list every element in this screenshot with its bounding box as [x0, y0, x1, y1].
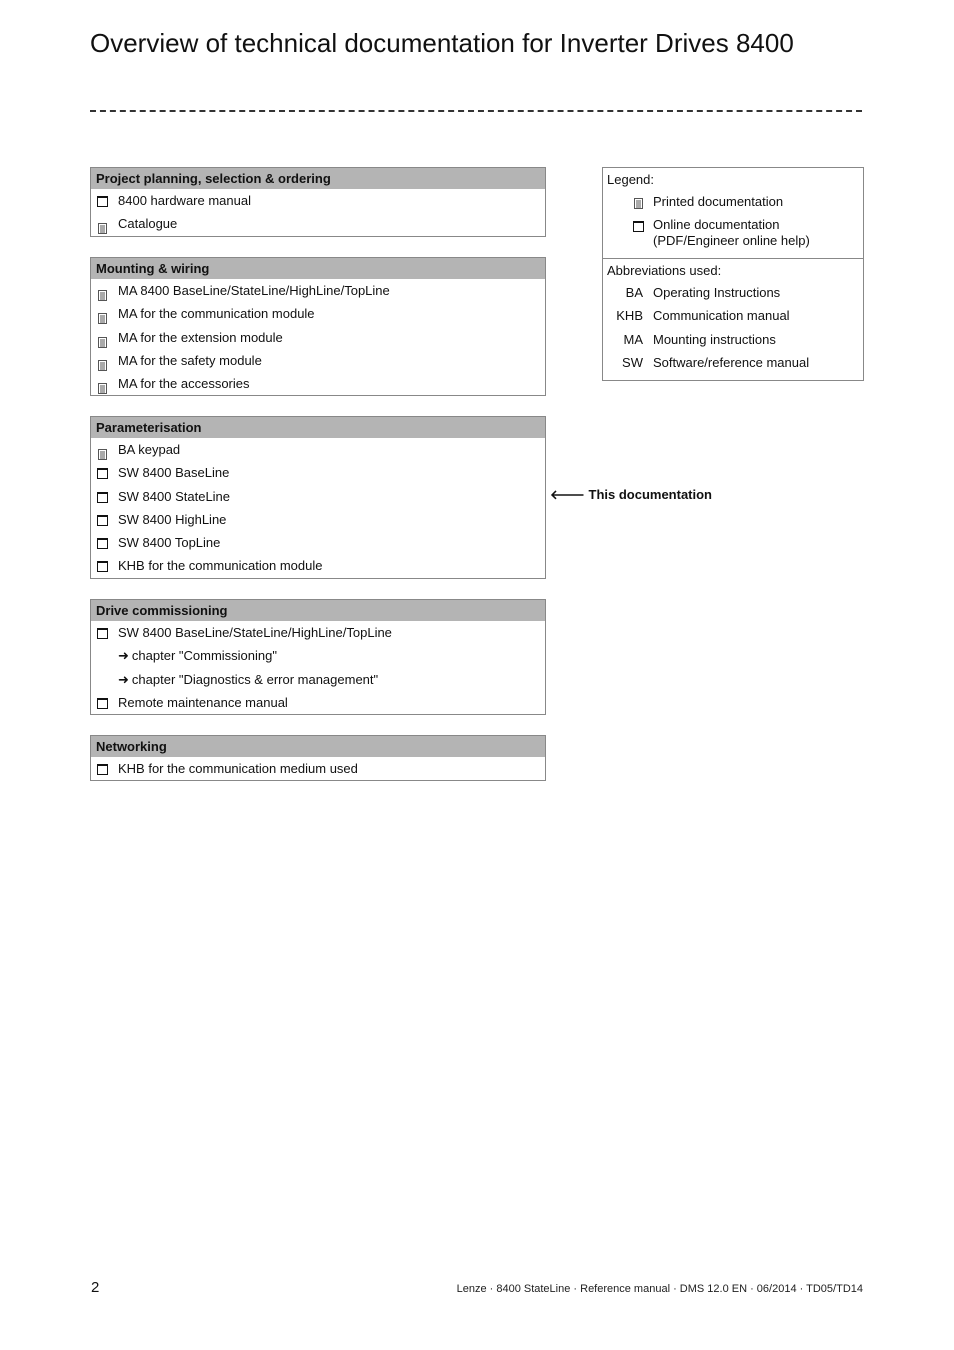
online-doc-icon	[97, 763, 108, 774]
list-item	[91, 189, 545, 212]
list-item	[91, 531, 545, 554]
printed-doc-icon	[97, 332, 108, 343]
printed-doc-icon	[97, 444, 108, 455]
this-documentation-label: This documentation	[588, 487, 712, 502]
section-heading: Parameterisation	[91, 417, 545, 438]
list-item-label: KHB for the communication medium used	[118, 761, 358, 776]
list-item-label: MA 8400 BaseLine/StateLine/HighLine/TopLine	[118, 283, 390, 298]
list-item-label: chapter "Commissioning"	[131, 648, 277, 664]
online-doc-icon	[633, 220, 644, 231]
this-documentation-marker	[550, 487, 712, 503]
printed-doc-icon	[97, 285, 108, 296]
section-heading: Mounting & wiring	[91, 258, 545, 279]
abbreviations-list	[607, 281, 859, 374]
section-heading: Project planning, selection & ordering	[91, 168, 545, 189]
abbreviation-row	[607, 304, 859, 327]
list-item	[91, 757, 545, 780]
abbreviation-code: KHB	[616, 308, 643, 324]
legend-section	[603, 168, 863, 258]
list-item-label: MA for the accessories	[118, 376, 250, 392]
section-box	[90, 416, 546, 579]
abbreviation-row	[607, 281, 859, 304]
abbreviation-code: BA	[625, 285, 643, 300]
legend-online	[607, 213, 859, 252]
abbreviation-row	[607, 351, 859, 374]
list-item-label: SW 8400 HighLine	[118, 511, 227, 527]
list-item-label: SW 8400 StateLine	[118, 488, 231, 504]
online-doc-icon	[97, 537, 108, 548]
list-item	[91, 691, 545, 714]
abbreviation-meaning: Mounting instructions	[653, 331, 776, 347]
list-item	[91, 438, 545, 461]
list-item-label: Remote maintenance manual	[118, 694, 288, 710]
section-box	[90, 257, 546, 396]
abbreviation-code: MA	[623, 331, 643, 347]
online-doc-icon	[97, 560, 108, 571]
abbreviations-heading: Abbreviations used:	[607, 263, 722, 278]
online-doc-icon	[97, 627, 108, 638]
abbreviation-row	[607, 328, 859, 351]
printed-doc-icon	[97, 378, 108, 389]
list-item-label: Catalogue	[118, 216, 178, 232]
legend-box	[602, 167, 864, 381]
list-item-label: MA for the extension module	[118, 329, 283, 345]
abbreviation-code: SW	[622, 354, 643, 370]
list-item	[91, 644, 545, 667]
list-item	[91, 302, 545, 325]
list-item	[91, 461, 545, 484]
list-item-label: SW 8400 BaseLine	[118, 465, 230, 481]
abbreviation-meaning: Operating Instructions	[653, 285, 781, 300]
legend-online-label-line2: (PDF/Engineer online help)	[653, 233, 810, 248]
list-item-label: chapter "Diagnostics & error management"	[131, 671, 379, 687]
list-item	[91, 508, 545, 531]
list-item	[91, 326, 545, 349]
section-heading: Networking	[91, 736, 545, 757]
list-item	[91, 372, 545, 395]
section-box	[90, 167, 546, 237]
printed-doc-icon	[97, 218, 108, 229]
list-item-label: SW 8400 TopLine	[118, 535, 221, 551]
list-item-label: 8400 hardware manual	[118, 193, 251, 208]
list-item-label: SW 8400 BaseLine/StateLine/HighLine/TopLine	[118, 625, 392, 640]
abbreviation-meaning: Communication manual	[653, 308, 790, 324]
page-footer: Lenze · 8400 StateLine · Reference manual · DMS 12.0 EN · 06/2014 · TD05/TD14	[456, 1283, 863, 1295]
online-doc-icon	[97, 195, 108, 206]
printed-doc-icon	[97, 355, 108, 366]
online-doc-icon	[97, 467, 108, 478]
list-item	[91, 485, 545, 508]
section-heading: Drive commissioning	[91, 600, 545, 621]
left-arrow-icon: 🡐	[550, 487, 585, 502]
legend-online-label-line1: Online documentation	[653, 217, 780, 232]
online-doc-icon	[97, 514, 108, 525]
online-doc-icon	[97, 697, 108, 708]
list-item	[91, 668, 545, 691]
page-number: 2	[91, 1279, 100, 1296]
right-arrow-icon: ➜	[118, 648, 129, 664]
section-box	[90, 735, 546, 781]
list-item-label: MA for the communication module	[118, 306, 315, 322]
list-item	[91, 279, 545, 302]
list-item	[91, 621, 545, 644]
legend-printed	[607, 190, 859, 213]
printed-doc-icon	[633, 197, 644, 208]
list-item-label: BA keypad	[118, 442, 181, 457]
printed-doc-icon	[97, 308, 108, 319]
section-box	[90, 599, 546, 715]
list-item-label: MA for the safety module	[118, 352, 262, 368]
list-item	[91, 349, 545, 372]
abbreviation-meaning: Software/reference manual	[653, 354, 810, 370]
page-title: Overview of technical documentation for Inverter Drives 8400	[90, 28, 794, 58]
right-arrow-icon: ➜	[118, 671, 129, 687]
dashed-divider	[90, 110, 862, 112]
online-doc-icon	[97, 491, 108, 502]
list-item	[91, 554, 545, 577]
list-item	[91, 212, 545, 235]
list-item-label: KHB for the communication module	[118, 558, 323, 574]
abbreviations-section	[603, 258, 863, 380]
legend-heading: Legend:	[607, 172, 654, 187]
legend-printed-label: Printed documentation	[653, 194, 784, 209]
